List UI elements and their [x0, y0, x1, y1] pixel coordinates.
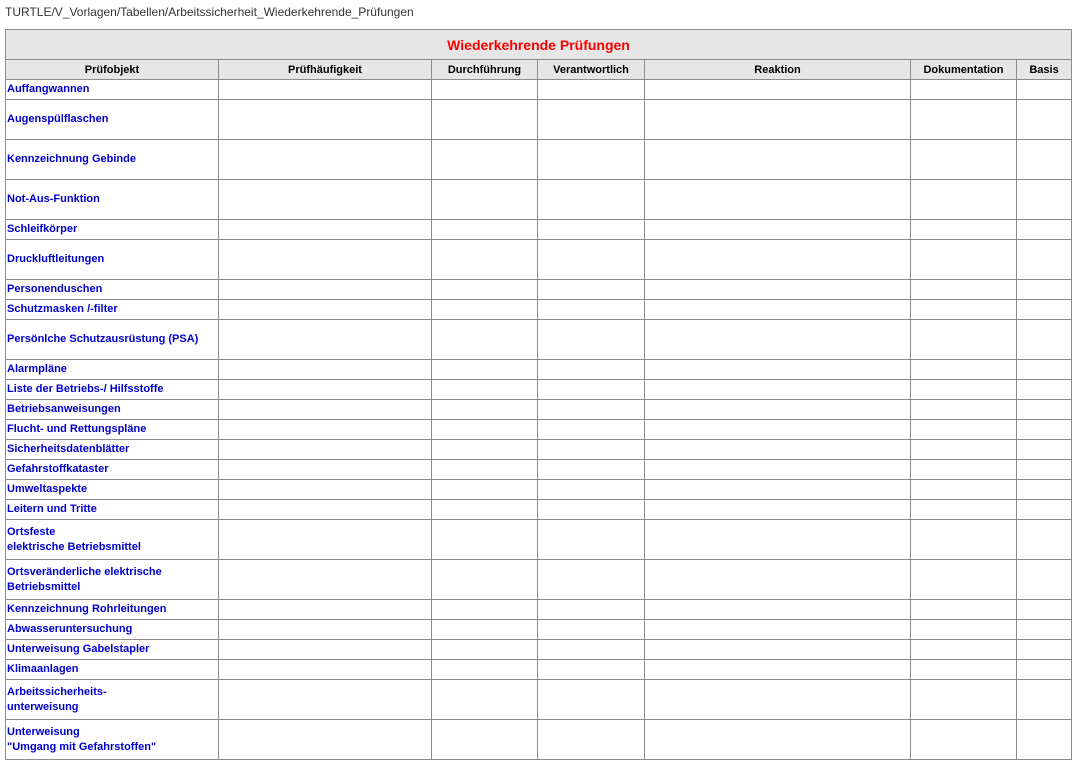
cell-pruefhaeufigkeit[interactable] — [219, 440, 432, 460]
cell-basis[interactable] — [1017, 460, 1072, 480]
cell-durchfuehrung[interactable] — [432, 440, 538, 460]
table-row — [6, 320, 1072, 360]
table-row — [6, 480, 1072, 500]
cell-verantwortlich[interactable] — [538, 100, 645, 140]
cell-reaktion[interactable] — [645, 400, 911, 420]
pruefobjekt-label: Persönlche Schutzausrüstung (PSA) — [7, 333, 199, 345]
cell-pruefobjekt[interactable] — [6, 360, 219, 380]
cell-pruefhaeufigkeit[interactable] — [219, 480, 432, 500]
cell-pruefhaeufigkeit[interactable] — [219, 660, 432, 680]
table-title: Wiederkehrende Prüfungen — [6, 30, 1072, 60]
cell-durchfuehrung[interactable] — [432, 660, 538, 680]
cell-verantwortlich[interactable] — [538, 140, 645, 180]
cell-reaktion[interactable] — [645, 600, 911, 620]
cell-pruefhaeufigkeit[interactable] — [219, 280, 432, 300]
cell-pruefobjekt[interactable] — [6, 560, 219, 600]
cell-pruefobjekt[interactable] — [6, 420, 219, 440]
table-row — [6, 460, 1072, 480]
table-row — [6, 620, 1072, 640]
cell-pruefhaeufigkeit[interactable] — [219, 720, 432, 760]
cell-basis[interactable] — [1017, 480, 1072, 500]
cell-reaktion[interactable] — [645, 720, 911, 760]
cell-durchfuehrung[interactable] — [432, 480, 538, 500]
pruefobjekt-label: Abwasseruntersuchung — [7, 623, 133, 635]
cell-basis[interactable] — [1017, 360, 1072, 380]
cell-durchfuehrung[interactable] — [432, 140, 538, 180]
cell-durchfuehrung[interactable] — [432, 240, 538, 280]
cell-pruefobjekt[interactable] — [6, 180, 219, 220]
pruefobjekt-label: Schleifkörper — [7, 223, 78, 235]
table-row — [6, 640, 1072, 660]
cell-verantwortlich[interactable] — [538, 300, 645, 320]
table-row — [6, 400, 1072, 420]
cell-durchfuehrung[interactable] — [432, 600, 538, 620]
cell-basis[interactable] — [1017, 620, 1072, 640]
cell-reaktion[interactable] — [645, 320, 911, 360]
cell-dokumentation[interactable] — [911, 80, 1017, 100]
cell-dokumentation[interactable] — [911, 380, 1017, 400]
cell-verantwortlich[interactable] — [538, 320, 645, 360]
cell-pruefhaeufigkeit[interactable] — [219, 420, 432, 440]
cell-basis[interactable] — [1017, 680, 1072, 720]
cell-pruefhaeufigkeit[interactable] — [219, 620, 432, 640]
cell-dokumentation[interactable] — [911, 300, 1017, 320]
cell-verantwortlich[interactable] — [538, 720, 645, 760]
cell-durchfuehrung[interactable] — [432, 320, 538, 360]
cell-verantwortlich[interactable] — [538, 400, 645, 420]
cell-basis[interactable] — [1017, 100, 1072, 140]
table-row — [6, 100, 1072, 140]
cell-dokumentation[interactable] — [911, 520, 1017, 560]
cell-basis[interactable] — [1017, 500, 1072, 520]
cell-durchfuehrung[interactable] — [432, 620, 538, 640]
table-body — [6, 80, 1072, 760]
cell-dokumentation[interactable] — [911, 360, 1017, 380]
cell-pruefhaeufigkeit[interactable] — [219, 220, 432, 240]
cell-reaktion[interactable] — [645, 520, 911, 560]
pruefobjekt-label: Betriebsmittel — [7, 580, 81, 593]
cell-verantwortlich[interactable] — [538, 180, 645, 220]
cell-pruefhaeufigkeit[interactable] — [219, 600, 432, 620]
cell-basis[interactable] — [1017, 280, 1072, 300]
cell-reaktion[interactable] — [645, 300, 911, 320]
cell-verantwortlich[interactable] — [538, 480, 645, 500]
table-row — [6, 440, 1072, 460]
cell-pruefobjekt[interactable] — [6, 520, 219, 560]
cell-durchfuehrung[interactable] — [432, 720, 538, 760]
cell-pruefobjekt[interactable] — [6, 500, 219, 520]
cell-pruefhaeufigkeit[interactable] — [219, 520, 432, 560]
cell-durchfuehrung[interactable] — [432, 80, 538, 100]
pruefobjekt-label: Unterweisung Gabelstapler — [7, 643, 150, 655]
pruefobjekt-label: Liste der Betriebs-/ Hilfsstoffe — [7, 383, 164, 395]
cell-pruefobjekt[interactable] — [6, 600, 219, 620]
cell-basis[interactable] — [1017, 560, 1072, 600]
cell-durchfuehrung[interactable] — [432, 680, 538, 720]
cell-basis[interactable] — [1017, 720, 1072, 760]
cell-reaktion[interactable] — [645, 480, 911, 500]
cell-pruefhaeufigkeit[interactable] — [219, 80, 432, 100]
pruefobjekt-label: Leitern und Tritte — [7, 503, 97, 515]
cell-dokumentation[interactable] — [911, 240, 1017, 280]
column-header-pruefhaeufigkeit: Prüfhäufigkeit — [219, 60, 432, 80]
cell-reaktion[interactable] — [645, 80, 911, 100]
cell-basis[interactable] — [1017, 660, 1072, 680]
table-row — [6, 240, 1072, 280]
pruefobjekt-label: Flucht- und Rettungspläne — [7, 423, 147, 435]
table-row — [6, 140, 1072, 180]
table-row — [6, 600, 1072, 620]
cell-pruefobjekt[interactable] — [6, 680, 219, 720]
cell-verantwortlich[interactable] — [538, 420, 645, 440]
cell-basis[interactable] — [1017, 420, 1072, 440]
cell-basis[interactable] — [1017, 380, 1072, 400]
cell-dokumentation[interactable] — [911, 280, 1017, 300]
cell-reaktion[interactable] — [645, 380, 911, 400]
cell-verantwortlich[interactable] — [538, 600, 645, 620]
cell-pruefobjekt[interactable] — [6, 240, 219, 280]
pruefobjekt-label: Sicherheitsdatenblätter — [7, 443, 130, 455]
cell-pruefobjekt[interactable] — [6, 280, 219, 300]
table-row — [6, 180, 1072, 220]
cell-pruefobjekt[interactable] — [6, 720, 219, 760]
pruefobjekt-label: Betriebsanweisungen — [7, 403, 121, 415]
cell-reaktion[interactable] — [645, 220, 911, 240]
cell-pruefhaeufigkeit[interactable] — [219, 560, 432, 600]
table-row — [6, 80, 1072, 100]
column-header-verantwortlich: Verantwortlich — [538, 60, 645, 80]
cell-dokumentation[interactable] — [911, 660, 1017, 680]
cell-reaktion[interactable] — [645, 560, 911, 600]
cell-dokumentation[interactable] — [911, 220, 1017, 240]
cell-basis[interactable] — [1017, 600, 1072, 620]
cell-dokumentation[interactable] — [911, 560, 1017, 600]
table-row — [6, 280, 1072, 300]
cell-basis[interactable] — [1017, 300, 1072, 320]
pruefobjekt-label: Gefahrstoffkataster — [7, 463, 109, 475]
cell-basis[interactable] — [1017, 180, 1072, 220]
cell-dokumentation[interactable] — [911, 140, 1017, 180]
cell-pruefhaeufigkeit[interactable] — [219, 400, 432, 420]
cell-pruefhaeufigkeit[interactable] — [219, 100, 432, 140]
cell-durchfuehrung[interactable] — [432, 180, 538, 220]
pruefobjekt-label: Kennzeichnung Gebinde — [7, 153, 136, 165]
cell-durchfuehrung[interactable] — [432, 220, 538, 240]
cell-verantwortlich[interactable] — [538, 440, 645, 460]
cell-pruefobjekt[interactable] — [6, 640, 219, 660]
cell-durchfuehrung[interactable] — [432, 520, 538, 560]
cell-pruefhaeufigkeit[interactable] — [219, 140, 432, 180]
cell-pruefobjekt[interactable] — [6, 80, 219, 100]
pruefobjekt-label: Schutzmasken /-filter — [7, 303, 118, 315]
cell-pruefobjekt[interactable] — [6, 300, 219, 320]
cell-pruefobjekt[interactable] — [6, 140, 219, 180]
cell-basis[interactable] — [1017, 440, 1072, 460]
cell-pruefobjekt[interactable] — [6, 320, 219, 360]
cell-durchfuehrung[interactable] — [432, 460, 538, 480]
cell-reaktion[interactable] — [645, 460, 911, 480]
cell-verantwortlich[interactable] — [538, 500, 645, 520]
pruefobjekt-label: Alarmpläne — [7, 363, 67, 375]
pruefobjekt-label: Personenduschen — [7, 283, 103, 295]
table-row — [6, 380, 1072, 400]
cell-reaktion[interactable] — [645, 500, 911, 520]
pruefobjekt-label: Druckluftleitungen — [7, 253, 105, 265]
pruefobjekt-label: Klimaanlagen — [7, 663, 79, 675]
cell-verantwortlich[interactable] — [538, 80, 645, 100]
cell-durchfuehrung[interactable] — [432, 280, 538, 300]
cell-basis[interactable] — [1017, 220, 1072, 240]
column-header-basis: Basis — [1017, 60, 1072, 80]
cell-reaktion[interactable] — [645, 680, 911, 720]
cell-pruefhaeufigkeit[interactable] — [219, 320, 432, 360]
cell-pruefobjekt[interactable] — [6, 220, 219, 240]
pruefobjekt-label: Auffangwannen — [7, 83, 90, 95]
cell-dokumentation[interactable] — [911, 100, 1017, 140]
pruefobjekt-label: Augenspülflaschen — [7, 113, 109, 125]
column-header-dokumentation: Dokumentation — [911, 60, 1017, 80]
cell-dokumentation[interactable] — [911, 460, 1017, 480]
cell-verantwortlich[interactable] — [538, 220, 645, 240]
cell-dokumentation[interactable] — [911, 600, 1017, 620]
cell-dokumentation[interactable] — [911, 420, 1017, 440]
cell-basis[interactable] — [1017, 140, 1072, 180]
cell-dokumentation[interactable] — [911, 640, 1017, 660]
cell-verantwortlich[interactable] — [538, 280, 645, 300]
cell-pruefhaeufigkeit[interactable] — [219, 500, 432, 520]
cell-verantwortlich[interactable] — [538, 620, 645, 640]
cell-dokumentation[interactable] — [911, 400, 1017, 420]
cell-dokumentation[interactable] — [911, 680, 1017, 720]
pruefobjekt-label: Not-Aus-Funktion — [7, 193, 100, 205]
cell-dokumentation[interactable] — [911, 320, 1017, 360]
cell-verantwortlich[interactable] — [538, 660, 645, 680]
cell-reaktion[interactable] — [645, 360, 911, 380]
cell-reaktion[interactable] — [645, 180, 911, 220]
column-header-durchfuehrung: Durchführung — [432, 60, 538, 80]
cell-pruefhaeufigkeit[interactable] — [219, 240, 432, 280]
cell-dokumentation[interactable] — [911, 500, 1017, 520]
cell-pruefobjekt[interactable] — [6, 440, 219, 460]
table-row — [6, 300, 1072, 320]
cell-basis[interactable] — [1017, 520, 1072, 560]
cell-pruefobjekt[interactable] — [6, 480, 219, 500]
pruefobjekt-label: Ortsfeste — [7, 525, 56, 538]
pruefobjekt-label: elektrische Betriebsmittel — [7, 540, 141, 553]
table-row — [6, 420, 1072, 440]
table-row — [6, 660, 1072, 680]
cell-dokumentation[interactable] — [911, 720, 1017, 760]
pruefobjekt-label: Umweltaspekte — [7, 483, 88, 495]
cell-basis[interactable] — [1017, 640, 1072, 660]
pruefobjekt-label: "Umgang mit Gefahrstoffen" — [7, 740, 157, 753]
pruefobjekt-label: Kennzeichnung Rohrleitungen — [7, 603, 167, 615]
cell-pruefhaeufigkeit[interactable] — [219, 300, 432, 320]
cell-durchfuehrung[interactable] — [432, 380, 538, 400]
cell-dokumentation[interactable] — [911, 180, 1017, 220]
cell-pruefobjekt[interactable] — [6, 100, 219, 140]
table-row — [6, 520, 1072, 560]
table-row — [6, 360, 1072, 380]
column-header-pruefobjekt: Prüfobjekt — [6, 60, 219, 80]
cell-reaktion[interactable] — [645, 240, 911, 280]
cell-pruefobjekt[interactable] — [6, 400, 219, 420]
cell-pruefobjekt[interactable] — [6, 460, 219, 480]
cell-reaktion[interactable] — [645, 620, 911, 640]
cell-durchfuehrung[interactable] — [432, 400, 538, 420]
cell-reaktion[interactable] — [645, 640, 911, 660]
cell-pruefhaeufigkeit[interactable] — [219, 180, 432, 220]
table-row — [6, 680, 1072, 720]
pruefobjekt-label: Unterweisung — [7, 725, 80, 738]
cell-pruefhaeufigkeit[interactable] — [219, 380, 432, 400]
cell-dokumentation[interactable] — [911, 480, 1017, 500]
cell-basis[interactable] — [1017, 80, 1072, 100]
cell-reaktion[interactable] — [645, 420, 911, 440]
cell-reaktion[interactable] — [645, 280, 911, 300]
cell-verantwortlich[interactable] — [538, 560, 645, 600]
column-header-reaktion: Reaktion — [645, 60, 911, 80]
cell-verantwortlich[interactable] — [538, 360, 645, 380]
cell-pruefhaeufigkeit[interactable] — [219, 460, 432, 480]
cell-reaktion[interactable] — [645, 140, 911, 180]
cell-pruefhaeufigkeit[interactable] — [219, 360, 432, 380]
cell-durchfuehrung[interactable] — [432, 360, 538, 380]
table-row — [6, 500, 1072, 520]
cell-dokumentation[interactable] — [911, 620, 1017, 640]
table-row — [6, 720, 1072, 760]
cell-verantwortlich[interactable] — [538, 240, 645, 280]
pruefobjekt-label: unterweisung — [7, 700, 79, 713]
cell-basis[interactable] — [1017, 240, 1072, 280]
cell-verantwortlich[interactable] — [538, 520, 645, 560]
cell-durchfuehrung[interactable] — [432, 100, 538, 140]
cell-reaktion[interactable] — [645, 660, 911, 680]
cell-reaktion[interactable] — [645, 440, 911, 460]
cell-pruefobjekt[interactable] — [6, 380, 219, 400]
cell-durchfuehrung[interactable] — [432, 420, 538, 440]
cell-pruefhaeufigkeit[interactable] — [219, 640, 432, 660]
cell-basis[interactable] — [1017, 320, 1072, 360]
cell-verantwortlich[interactable] — [538, 460, 645, 480]
cell-pruefobjekt[interactable] — [6, 660, 219, 680]
cell-verantwortlich[interactable] — [538, 680, 645, 720]
cell-dokumentation[interactable] — [911, 440, 1017, 460]
cell-durchfuehrung[interactable] — [432, 560, 538, 600]
cell-verantwortlich[interactable] — [538, 640, 645, 660]
cell-reaktion[interactable] — [645, 100, 911, 140]
table-row — [6, 560, 1072, 600]
cell-durchfuehrung[interactable] — [432, 300, 538, 320]
pruefobjekt-label: Ortsveränderliche elektrische — [7, 565, 162, 578]
breadcrumb: TURTLE/V_Vorlagen/Tabellen/Arbeitssicherheit_Wiederkehrende_Prüfungen — [5, 5, 414, 19]
cell-basis[interactable] — [1017, 400, 1072, 420]
cell-verantwortlich[interactable] — [538, 380, 645, 400]
cell-pruefobjekt[interactable] — [6, 620, 219, 640]
cell-pruefhaeufigkeit[interactable] — [219, 680, 432, 720]
cell-durchfuehrung[interactable] — [432, 500, 538, 520]
inspection-table — [5, 29, 1072, 760]
table-row — [6, 220, 1072, 240]
cell-durchfuehrung[interactable] — [432, 640, 538, 660]
pruefobjekt-label: Arbeitssicherheits- — [7, 685, 107, 698]
